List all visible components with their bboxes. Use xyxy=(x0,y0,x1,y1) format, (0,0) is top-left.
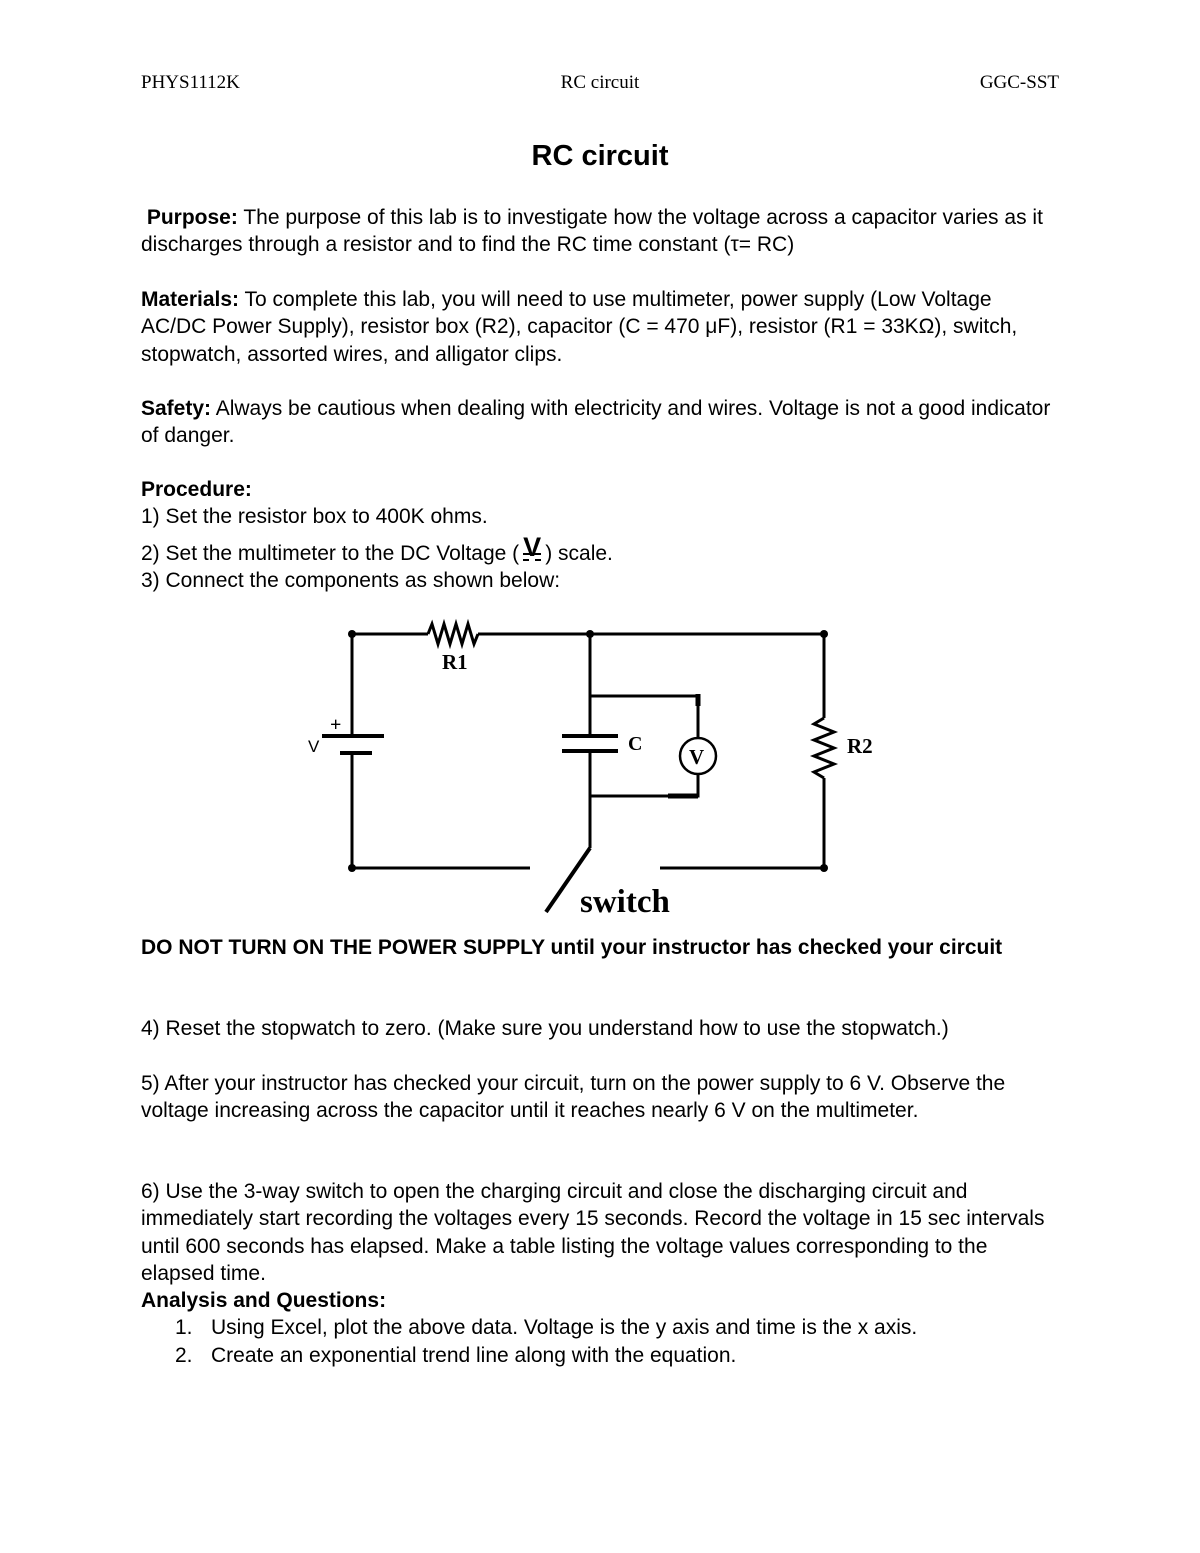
procedure-step-2-after: ) scale. xyxy=(545,541,613,565)
procedure-step-1: 1) Set the resistor box to 400K ohms. xyxy=(141,505,488,529)
node-top-left xyxy=(348,630,356,638)
materials-section xyxy=(141,286,1051,368)
circuit-diagram xyxy=(0,600,1200,930)
resistor-r1-zigzag xyxy=(428,624,478,644)
procedure-step-3: 3) Connect the components as shown below: xyxy=(141,568,561,592)
list-item: 1. Using Excel, plot the above data. Voltage is the y axis and time is the x axis. xyxy=(175,1316,918,1340)
purpose-text: The purpose of this lab is to investigate how the voltage across a capacitor varies as it discharges through a resistor and to find the RC time constant (τ= RC) xyxy=(141,206,1043,257)
capacitor-c-label: C xyxy=(628,733,643,755)
procedure-step-6: 6) Use the 3-way switch to open the charging circuit and close the discharging circuit and immediately start recording the voltages every 15 seconds. Record the voltage in 15 sec intervals until 600 seconds has elapsed. Make a table listing the voltage values corresponding to the elapsed time. xyxy=(141,1180,1045,1285)
page-header xyxy=(141,72,1059,96)
procedure-step-2 xyxy=(141,531,1051,567)
resistor-r2-zigzag xyxy=(814,718,834,778)
procedure-label: Procedure: xyxy=(141,478,252,501)
node-bottom-left xyxy=(348,864,356,872)
warning-bold: DO NOT TURN ON THE POWER SUPPLY xyxy=(141,936,545,959)
voltmeter-v-label: V xyxy=(689,745,705,769)
procedure-section xyxy=(141,476,1051,594)
header-topic: RC circuit xyxy=(560,72,640,93)
list-item: 2. Create an exponential trend line along with the equation. xyxy=(175,1343,737,1367)
node-top-right xyxy=(820,630,828,638)
wire-meter-bottom xyxy=(590,774,698,796)
dc-line-icon xyxy=(523,553,541,561)
node-bottom-right xyxy=(820,864,828,872)
warning-section xyxy=(141,934,1051,961)
purpose-label: Purpose: xyxy=(146,206,238,229)
node-top-mid xyxy=(586,630,594,638)
safety-section xyxy=(141,395,1051,450)
purpose-section xyxy=(141,204,1051,259)
wire-meter-top xyxy=(590,696,698,738)
dc-voltage-symbol xyxy=(519,531,545,562)
safety-text: Always be cautious when dealing with electricity and wires. Voltage is not a good indicator of danger. xyxy=(141,397,1051,448)
materials-label: Materials: xyxy=(141,288,240,311)
r1-label: R1 xyxy=(442,650,468,674)
battery-plus-label: + xyxy=(330,714,342,736)
procedure-step-5: 5) After your instructor has checked your circuit, turn on the power supply to 6 V. Observe the voltage increasing across the capacitor until it reaches nearly 6 V on the multimeter. xyxy=(141,1072,1006,1123)
header-school: GGC-SST xyxy=(979,72,1059,93)
header-course: PHYS1112K xyxy=(141,72,240,93)
analysis-section xyxy=(141,1287,1051,1369)
procedure-step-2-before: 2) Set the multimeter to the DC Voltage ( xyxy=(141,541,520,565)
switch-label: switch xyxy=(580,884,670,920)
dc-voltage-symbol-letter: V xyxy=(523,531,542,562)
warning-rest: until your instructor has checked your circuit xyxy=(544,936,1003,959)
battery-v-label: V xyxy=(308,737,320,756)
materials-text: To complete this lab, you will need to use multimeter, power supply (Low Voltage AC/DC Power Supply), resistor box (R2), capacitor (C = 470 μF), resistor (R1 = 33KΩ), switch, stopwatch, assorted wires, and alligator clips. xyxy=(141,288,1018,366)
page-title: RC circuit xyxy=(531,140,669,172)
safety-label: Safety: xyxy=(141,397,212,420)
procedure-step-4: 4) Reset the stopwatch to zero. (Make sure you understand how to use the stopwatch.) xyxy=(141,1017,949,1040)
r2-label: R2 xyxy=(847,734,873,758)
analysis-label: Analysis and Questions: xyxy=(141,1289,387,1312)
analysis-list xyxy=(141,1314,1051,1369)
